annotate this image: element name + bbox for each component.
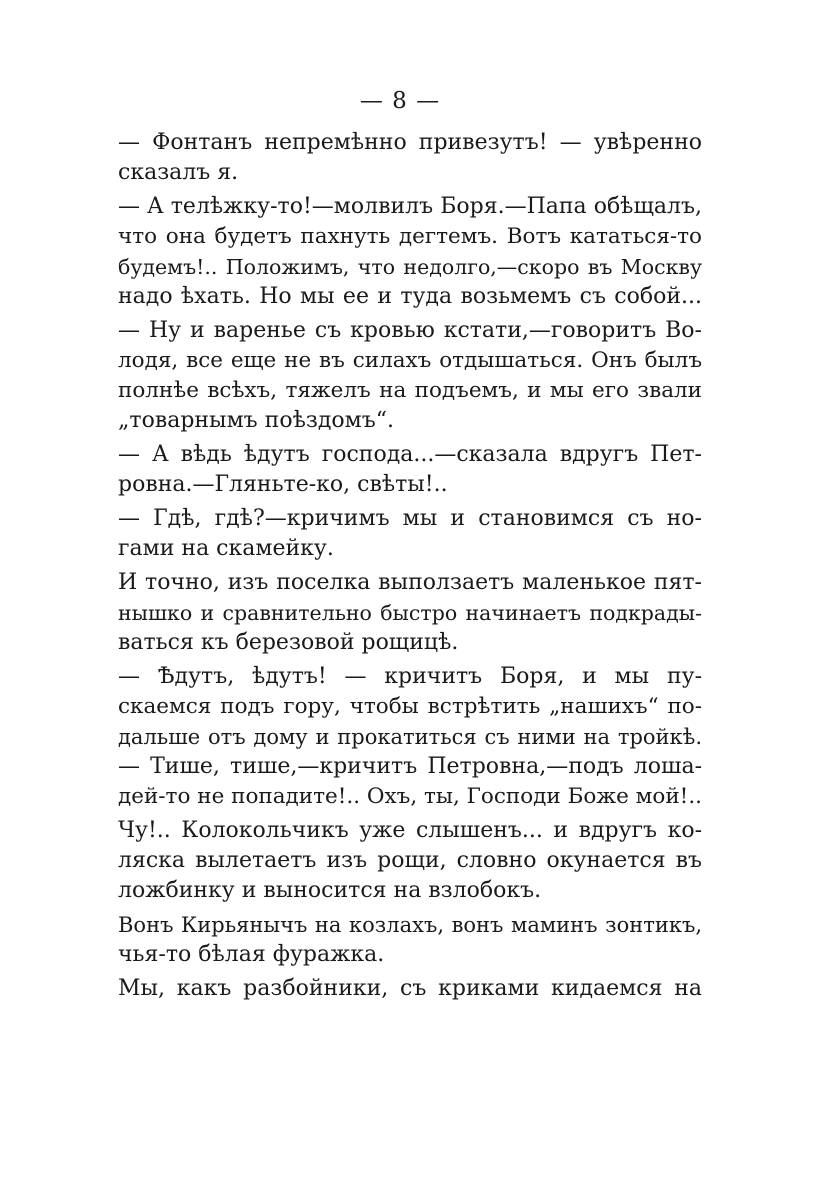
text-line: надо ѣхать. Но мы ее и туда возьмемъ съ собой... [118, 284, 702, 309]
text-line: Вонъ Кирьянычъ на козлахъ, вонъ маминъ зонтикъ, [118, 913, 702, 937]
text-line: нышко и сравнительно быстро начинаетъ подкрады- [118, 601, 702, 625]
text-line: полнѣе всѣхъ, тяжелъ на подъемъ, и мы его звали [118, 378, 702, 403]
text-line: дальше отъ дому и прокатиться съ ними на тройкѣ. [118, 725, 702, 749]
text-line: будемъ!.. Положимъ, что недолго,—скоро въ Москву [118, 255, 702, 279]
text-line: — Ѣдутъ, ѣдутъ! — кричитъ Боря, и мы пу- [118, 664, 702, 689]
text-line: дей-то не попадите!.. Охъ, ты, Господи Боже мой!.. [118, 784, 702, 809]
text-line: лодя, все еще не въ силахъ отдышаться. Онъ былъ [118, 348, 702, 373]
text-line: ложбинку и выносится на взлобокъ. [118, 878, 542, 903]
page-number: — 8 — [359, 88, 441, 114]
text-line: И точно, изъ поселка выползаетъ маленькое пят- [118, 570, 702, 595]
text-line: скаемся подъ гору, чтобы встрѣтить „нашихъ“ по- [118, 694, 702, 719]
page-text [118, 128, 702, 1004]
text-line: — Ну и варенье съ кровью кстати,—говоритъ Во- [118, 318, 702, 343]
text-line: „товарнымъ поѣздомъ“. [118, 408, 394, 433]
text-line: ровна.—Гляньте-ко, свѣты!.. [118, 472, 448, 497]
text-line: — А телѣжку-то!—молвилъ Боря.—Папа обѣщалъ, [118, 194, 702, 219]
text-line: — А вѣдь ѣдутъ господа...—сказала вдругъ Пет- [118, 442, 702, 467]
text-line: — Фонтанъ непремѣнно привезутъ! — увѣренно [118, 130, 702, 155]
text-line: что она будетъ пахнуть дегтемъ. Вотъ кататься-то [118, 224, 702, 249]
text-line: Мы, какъ разбойники, съ криками кидаемся на [118, 976, 702, 1001]
text-line: гами на скамейку. [118, 536, 334, 561]
text-line: сказалъ я. [118, 160, 239, 185]
text-line: — Тише, тише,—кричитъ Петровна,—подъ лоша- [118, 754, 702, 779]
text-line: Чу!.. Колокольчикъ уже слышенъ... и вдругъ ко- [118, 818, 702, 843]
text-line: ваться къ березовой рощицѣ. [118, 630, 459, 655]
text-line: чья-то бѣлая фуражка. [118, 942, 385, 967]
text-line: — Гдѣ, гдѣ?—кричимъ мы и становимся съ но- [118, 506, 702, 531]
text-line: ляска вылетаетъ изъ рощи, словно окунается въ [118, 848, 702, 873]
